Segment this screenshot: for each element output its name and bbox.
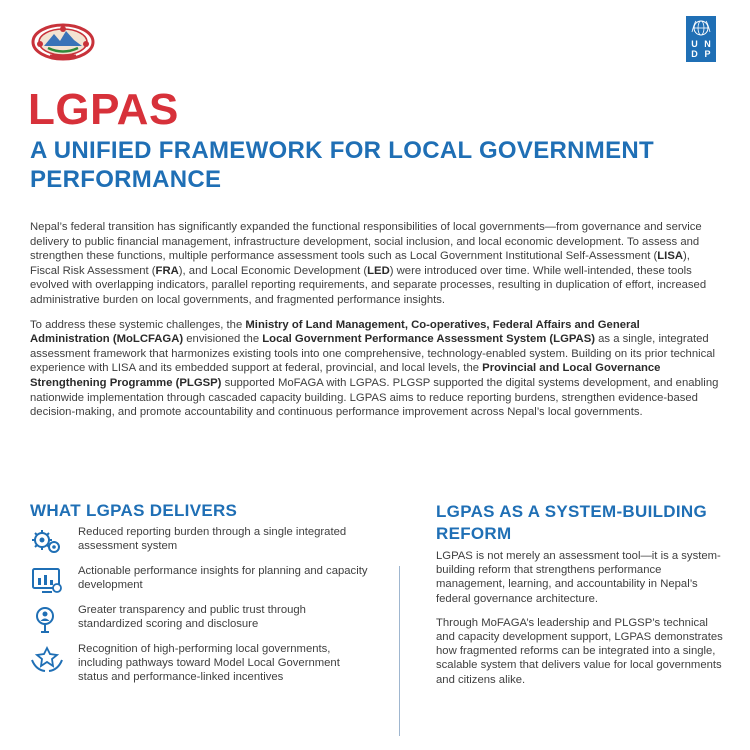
text-run: ) were introduced over time. While well-intended, these tools evolved with overlapping indicators, parallel reporting requirements, and separate processes, resulting in duplication of effort, increased administrative burden on local governments, and fragmented performance insights. — [30, 264, 707, 306]
delivers-heading: WHAT LGPAS DELIVERS — [30, 501, 238, 520]
deliver-text: Reduced reporting burden through a single integrated assessment system — [78, 526, 347, 552]
bold-text: LISA — [657, 250, 684, 263]
delivers-list — [30, 526, 370, 692]
page-title: LGPAS — [28, 85, 179, 134]
undp-letter: P — [704, 49, 711, 59]
undp-letters — [688, 39, 714, 59]
list-item — [30, 604, 370, 635]
list-item — [30, 526, 370, 557]
nepal-emblem-icon — [30, 22, 96, 62]
bold-text: Local Government Performance Assessment System (LGPAS) — [262, 333, 596, 346]
hands-award-icon — [30, 644, 64, 674]
list-item — [30, 565, 370, 596]
deliver-text: Greater transparency and public trust through standardized scoring and disclosure — [78, 604, 306, 630]
undp-letter: U — [691, 39, 698, 49]
deliver-text: Recognition of high-performing local governments, including pathways toward Model Local Government status and performance-linked incentives — [78, 643, 340, 683]
text-run: envisioned the — [183, 333, 263, 346]
person-magnifier-icon — [30, 605, 64, 635]
deliver-text: Actionable performance insights for planning and capacity development — [78, 565, 368, 591]
reform-paragraph-2: Through MoFAGA’s leadership and PLGSP’s technical and capacity development support, LGPAS demonstrates how fragmented reforms can be integrated into a single, scalable system that delivers value for local governments and citizens alike. — [436, 616, 723, 686]
bold-text: Provincial and Local Governance Strengthening Programme (PLGSP) — [30, 362, 661, 389]
text-run: Nepal’s federal transition has significantly expanded the functional responsibilities of local governments—from governance and service delivery to public financial management, infrastructure development, social inclusion, and local economic development. To assess and strengthen these functions, multiple performance assessment tools such as Local Government Institutional Self-Assessment ( — [30, 221, 702, 263]
bold-text: LED — [367, 264, 390, 277]
reform-section — [436, 549, 726, 697]
column-divider — [399, 566, 400, 736]
reform-paragraph-1: LGPAS is not merely an assessment tool—it is a system-building reform that strengthens performance management, learning, and accountability in Nepal’s federal governance architecture. — [436, 550, 721, 605]
un-globe-icon — [690, 18, 712, 38]
undp-letter: N — [704, 39, 711, 49]
undp-letter: D — [691, 49, 698, 59]
intro-section — [30, 220, 720, 430]
bold-text: FRA — [155, 264, 179, 277]
intro-paragraph-1 — [30, 220, 720, 308]
text-run: ), Fiscal Risk Assessment ( — [30, 250, 690, 277]
text-run: To address these systemic challenges, the — [30, 318, 246, 331]
text-run: supported MoFAGA with LGPAS. PLGSP supported the digital systems development, and enabling nationwide implementation through cascaded capacity building. LGPAS aims to reduce reporting burdens, strengthen evidence-based decision-making, and promote accountability and continuous performance improvement across Nepal’s local governments. — [30, 376, 719, 419]
bold-text: Ministry of Land Management, Co-operatives, Federal Affairs and General Administration (MoLCFAGA) — [30, 318, 640, 346]
text-run: as a single, integrated assessment framework that harmonizes existing tools into one comprehensive, technology-enabled system. Building on its prior technical experience with LISA and its embedded support at federal, provincial, and local levels, the — [30, 333, 716, 375]
chart-screen-icon — [30, 566, 64, 596]
undp-logo — [686, 16, 716, 62]
text-run: ), and Local Economic Development ( — [178, 264, 368, 277]
list-item — [30, 643, 370, 684]
gears-icon — [30, 527, 64, 557]
page-subtitle: A UNIFIED FRAMEWORK FOR LOCAL GOVERNMENT PERFORMANCE — [30, 137, 654, 193]
reform-heading: LGPAS AS A SYSTEM-BUILDING REFORM — [436, 502, 707, 543]
intro-paragraph-2 — [30, 318, 720, 420]
